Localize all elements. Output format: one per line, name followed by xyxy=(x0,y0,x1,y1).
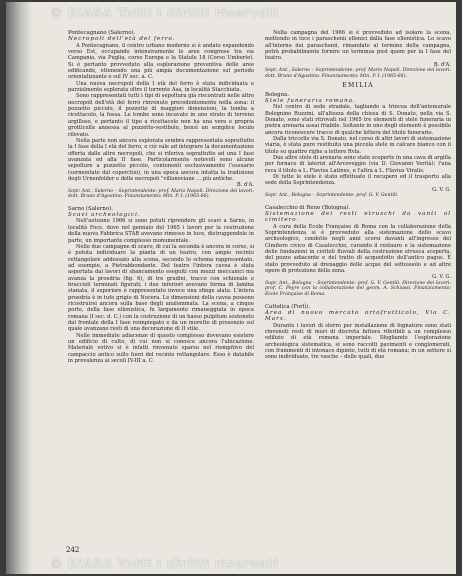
signature: G. V. G. xyxy=(432,274,451,281)
credit-note: Sopr. Ant., Bologna – Soprintendente: prof. G. V. Gentili. xyxy=(265,193,399,199)
paragraph: A Pontecagnano, il centro urbano moderno si è andato espandendo verso Est, occupando intensivamente le aree comprese tra via Campania, via Puglia, corso Europa e la Statale 18 (Corso Umberto). Si è pertanto provveduto alla esplorazione preventiva delle aree edificande, ottenendo una più ampia documentazione sul periodo orientalizzante e sul IV sec. a. C. xyxy=(68,42,254,81)
page-number: 242 xyxy=(66,546,80,554)
section-subheading: Necropoli dell'età del ferro. xyxy=(68,36,176,43)
credit-note: Sopr. Ant., Bologna – Soprintendente: prof. G. V. Gentili. Direzione dei lavori: prof. C. Peyre con la collaborazione del geom. A. Schiassi. Finanziamento: École Française di Roma. xyxy=(265,280,451,297)
paragraph: A cura della Ecole Française di Roma con la collaborazione della Soprintendenza si è provveduto alla sistemazione dello scavo archeologico, condotto negli anni scorsi davanti all'ingresso del Cimitero civico di Casalecchio, curando il restauro e la sistemazione delle fondazioni in ciottoli fluviali della costruzione etrusca scoperta, del pozzo adiacente e del tratto di acquedotto dell'antico pagus. È stato provveduto al drenaggio delle acque del sottosuolo e ad altre opere di protezione della zona. xyxy=(265,223,451,275)
paragraph: Sono rappresentati tutti i tipi di sepoltura già riscontrati nelle altre necropoli dell'età del ferro rinvenute precedentemente nella zona: il pozzetto piccolo, il pozzetto di maggiori dimensioni, la tomba a ricettacolo, la fossa. Le tombe sono incavate in uno strato di terreno argilloso, e pertanto il tipo a ricettacolo non ha una vera e propria grotticella annessa al pozzetto-vestibolo, bensì un semplice loculo rilevato. xyxy=(68,93,254,138)
right-column xyxy=(265,30,451,361)
section-heading: Sarno (Salerno). xyxy=(68,205,113,212)
credit-note: Sopr. Ant., Salerno – Soprintendente: prof. Mario Napoli. Direzione dei lavori: dott. Bruno d'Agostino. Finanziamento: Min. P. I. (1965-66). xyxy=(68,188,254,200)
paragraph: Nella parte non ancora esplorata sembra rappresentata soprattutto la I fase della I età del ferro, e ciò vale ad integrare la documentazione offerta dalle altre necropoli, che si riferiva soprattutto ad una I fase avanzata ed alla II fase. Particolarmente notevoli sono alcune sepolture a pozzetto piccolo, contenenti esclusivamente l'ossuario (sormontato dal coperchio), in una epoca ancora intatta la tradizione degli Urnenfelder e delle necropoli "villanoviane ... più antiche. xyxy=(68,137,254,182)
section-subheading: Area di nuovo mercato ortofrutticolo, Via C. Marx. xyxy=(265,309,451,323)
signature: B. d'A. xyxy=(236,182,254,189)
paragraph: Due altre stele di arenaria sono state scoperte in una cava di argilla per fornace di laterizi all'Arcoveggio (via D. Giovanni Verità); l'una reca il titolo a L. Flavius Latinus, e l'altra a L. Flavius Viralis. xyxy=(265,155,451,174)
left-column xyxy=(68,30,254,364)
paragraph: Nelle due campagne di scavo, di cui la seconda è ancora in corso, si è potuta individuare la pianta di un teatro, con ampio recinto rettangolare addossato alla scena, secondo lo schema rappresentato, ad esempio, a Pietrabbondante. Del teatro l'intera cavea è stata asportata dai lavori di sbancamento eseguiti con mezzi meccanici ma avanza la proedria (fig. 6), di tre gradini, tracce con schienale e braccioli terminati figurati; i due inferiori avevano forma di lamina stanata, il superiore è rappresentato invece una sfinge alata. L'intera proedria è in tufo grigio di Nocera. Le dimensioni della cavea possono ricostruirsi ancora sulla base degli analemmata. La scena, a cinque porte, della fase ellenistica, fu largamente rimaneggiata in epoca romana (I sec. d. C.) con la costruzione di un basso pulpitum sostenuto dal frontale della I fase reimpiegato e da un muretto di prosonzio sul quale avanzano resti di una decorazione di II stile. xyxy=(68,243,254,333)
section-heading: Cattolica (Forlì). xyxy=(265,303,310,310)
section-heading: Casalecchio di Reno (Bologna). xyxy=(265,204,351,211)
paragraph: Nell'autunno 1966 si sono potuti riprendere gli scavi a Sarno, in località Foce, dove nel gennaio del 1965 i lavori per la costruzione della nuova Fabbrica STAR avevano rimesso in luce, distruggendole in parte, un importante complesso monumentale. xyxy=(68,218,254,244)
signature: B. d'A. xyxy=(433,61,451,68)
watermark-bottom: © BiASA Tutti i diritti riservati xyxy=(50,556,279,571)
region-heading: EMILIA xyxy=(342,82,374,90)
section-subheading: Stele funeraria romana. xyxy=(265,97,356,104)
signature: G. V. G. xyxy=(432,186,451,193)
scanned-page xyxy=(6,2,456,574)
section-heading: Bologna. xyxy=(265,91,290,98)
section-subheading: Sistemazione dei resti etruschi da vanti al cimitero. xyxy=(265,211,451,224)
paragraph: Di tutte le stele è stato effettuato il recupero ed il trasporto alla sede della Soprintendenza. xyxy=(265,174,451,187)
paragraph: Nelle immediate adiacenze di questo complesso dovevano esistere un edificio di culto, di cui non si conosce ancora l'ubicazione. Materiale votivo si è infatti rinvenuto sparso nel riempitivo del campaccio antico sullo fuori del recinto rettangolare. Esso è databile in prevalenza ai secoli IV-III a. C. xyxy=(68,332,254,365)
paragraph: Nella campagna del 1966 si è provveduto ad isolare la scena, mettendo in luce i paraschenii ellenici dalla fase ellenistica. Lo scavo all'interno dei paraschenii, rimandato al termine della campagna, potrà probabilmente fornire un terminus post quem per la I fase del teatro. xyxy=(265,30,451,62)
book-spine-shadow xyxy=(6,2,32,574)
paragraph: Durante i lavori di sterro per installazione di fognature sono stati rinvenuti resti di muri di discreta fattura riferibili a un complesso edilizio di età romana imperiale. Sfogliando l'esplorazione archeologica sistematica, si sono raccolti pavimenti e conglomerati, con frammenti di intonaco dipinto, tutti di età romana; in un settore si sono individuate, tre vasche – delle quali, due xyxy=(265,322,451,361)
section-subheading: Scavi archeologici. xyxy=(68,212,141,219)
paragraph: Una nuova necropoli della I età del ferro è stata individuata e parzialmente esplorata oltre il torrente Asa, in località Stacchiata. xyxy=(68,80,254,94)
section-heading: Pontecagnano (Salerno). xyxy=(68,30,136,36)
watermark-top: © BiASA Tutti i diritti riservati xyxy=(50,5,279,20)
credit-note: Sopr. Ant., Salerno – Soprintendente: prof. Mario Napoli. Direzione dei lavori: dott. Bruno d'Agostino. Finanziamento: Min. P. I. (1965-66). xyxy=(265,68,451,79)
paragraph: Dalla triccelle via S. Donato, nel corso di altri lavori di sistemazione viaria, è stata pure restituita una piccola stele in calcare bianco con il titolo su quattro righe a lettere Rvla. xyxy=(265,136,451,155)
paragraph: Nel centro di sede stradale, tagliando a trincea dell'antemurale Bolognino Ruzzini, all'altezza della chiesa di S. Donato, nella via S. Donato, sono stati ritrovati nel 1965 tre elementi di stele funeraria in pietra arenaria assai friabile. Soltanto in uno degli elementi è possibile ancora riconoscere tracce di qualche lettera del titolo funerario. xyxy=(265,104,451,136)
